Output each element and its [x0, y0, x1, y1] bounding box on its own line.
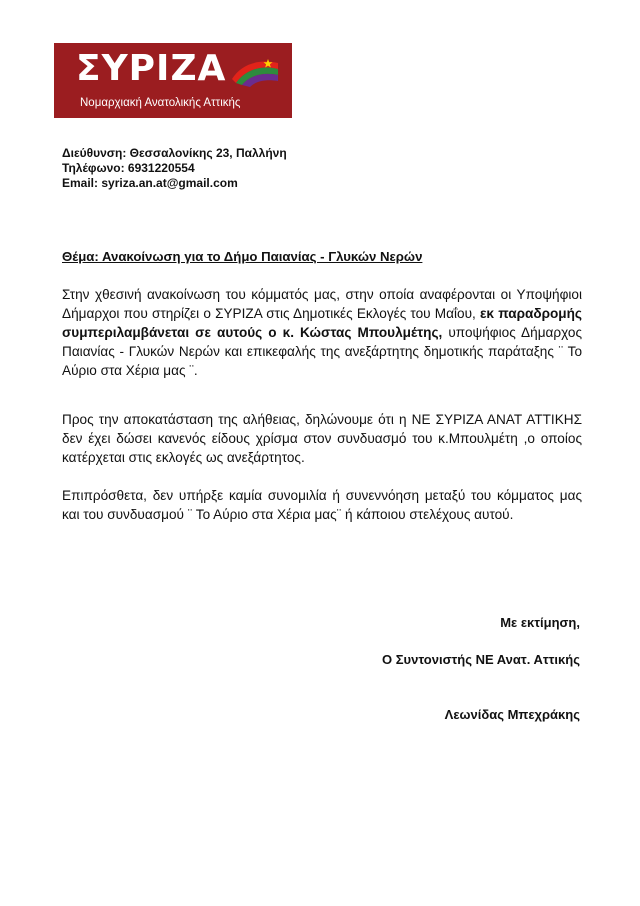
- p1-bold-text: εκ παραδρομής συμπεριλαμβάνεται σε αυτούς ο κ. Κώστας Μπουλμέτης,: [62, 306, 582, 340]
- signature-name: Λεωνίδας Μπεχράκης: [444, 707, 580, 722]
- p1-start-text: Στην χθεσινή ανακοίνωση του κόμματός μας, στην οποία αναφέρονται οι Υποψήφιοι Δήμαρχοι που στηρίζει ο ΣΥΡΙΖΑ στις Δημοτικές Εκλογές του Μαΐου,: [62, 287, 582, 321]
- contact-block: [62, 146, 287, 191]
- contact-phone: Τηλέφωνο: 6931220554: [62, 161, 195, 175]
- signature-closing: Με εκτίμηση,: [500, 615, 580, 630]
- contact-address: Διεύθυνση: Θεσσαλονίκης 23, Παλλήνη: [62, 146, 287, 160]
- p1-end-text: υποψήφιος Δήμαρχος Παιανίας - Γλυκών Νερών και επικεφαλής της ανεξάρτητης δημοτικής παράταξης ¨ Το Αύριο στα Χέρια μας ¨.: [62, 325, 582, 378]
- syriza-logo: [54, 43, 292, 118]
- logo-wordmark: ΣΥΡΙΖΑ: [76, 48, 227, 89]
- signature-role: Ο Συντονιστής ΝΕ Ανατ. Αττικής: [382, 652, 580, 667]
- syriza-flag-icon: [230, 57, 280, 87]
- contact-email: Email: syriza.an.at@gmail.com: [62, 176, 238, 190]
- subject-heading: Θέμα: Ανακοίνωση για το Δήμο Παιανίας - Γλυκών Νερών: [62, 249, 423, 264]
- logo-subtitle: Νομαρχιακή Ανατολικής Αττικής: [80, 97, 241, 109]
- body-paragraph-1: [62, 285, 582, 380]
- body-paragraph-3: Επιπρόσθετα, δεν υπήρξε καμία συνομιλία ή συνεννόηση μεταξύ του κόμματος μας και του συνδυασμού ¨ Το Αύριο στα Χέρια μας¨ ή κάποιου στελέχους αυτού.: [62, 488, 582, 522]
- body-paragraph-2: Προς την αποκατάσταση της αλήθειας, δηλώνουμε ότι η ΝΕ ΣΥΡΙΖΑ ΑΝΑΤ ΑΤΤΙΚΗΣ δεν έχει δώσει κανενός είδους χρίσμα στον συνδυασμό του κ.Μπουλμέτη ,ο οποίος κατέρχεται στις εκλογές ως ανεξάρτητος.: [62, 412, 582, 465]
